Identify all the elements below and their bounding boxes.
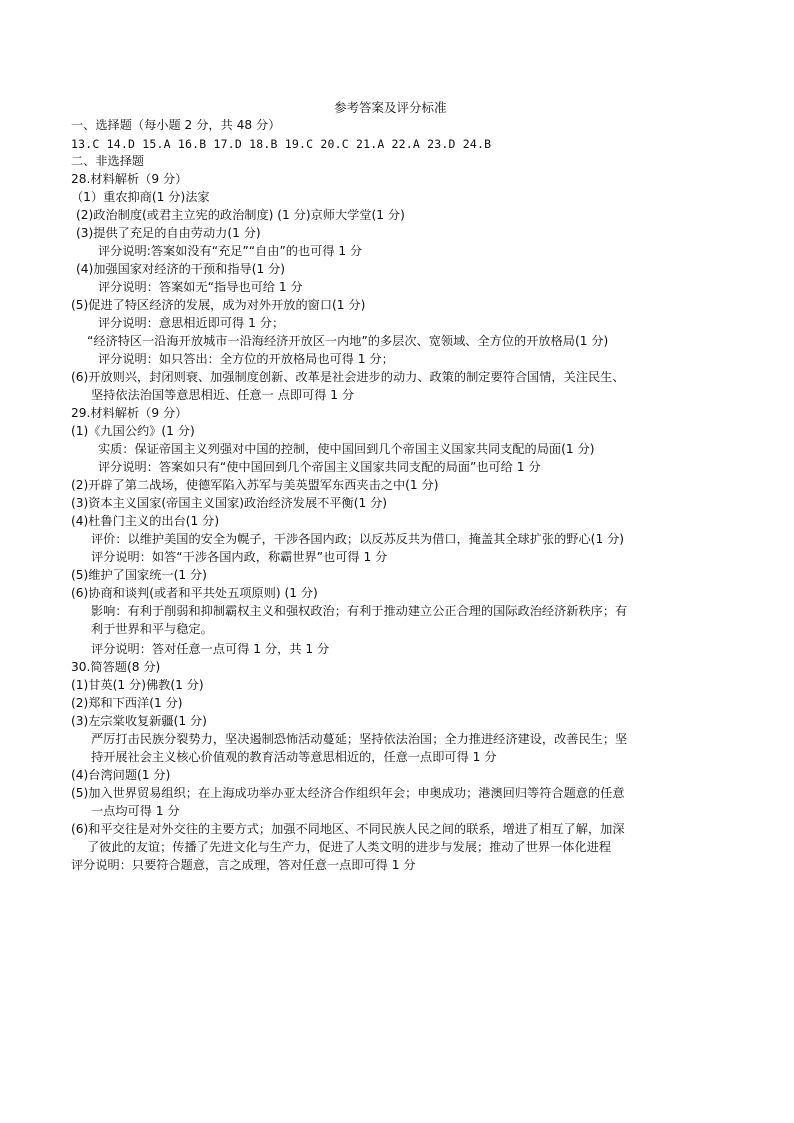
q29-line: (3)资本主义国家(帝国主义国家)政治经济发展不平衡(1 分) — [71, 496, 388, 510]
q30-line: 一点均可得 1 分 — [91, 804, 180, 818]
q29-line: 影响：有利于削弱和抑制霸权主义和强权政治；有利于推动建立公正合理的国际政治经济新秩序；有 — [91, 604, 628, 618]
section-heading-nonchoice: 二、非选择题 — [71, 154, 145, 168]
q29-scoring-note: 评分说明：如答“干涉各国内政，称霸世界”也可得 1 分 — [91, 550, 388, 564]
q28-scoring-note: 评分说明：答案如无“指导也可给 1 分 — [98, 280, 303, 294]
q29-line: (6)协商和谈判(或者和平共处五项原则) (1 分) — [71, 586, 318, 600]
q30-line: 了彼此的友谊；传播了先进文化与生产力，促进了人类文明的进步与发展；推动了世界一体化进程 — [87, 840, 612, 854]
q30-line: (3)左宗棠收复新疆(1 分) — [71, 714, 207, 728]
q30-scoring-note: 评分说明：只要符合题意，言之成理，答对任意一点即可得 1 分 — [71, 858, 416, 872]
q30-line: (4)台湾问题(1 分) — [71, 768, 171, 782]
q30-line: (5)加入世界贸易组织；在上海成功举办亚太经济合作组织年会；申奥成功；港澳回归等符合题意的任意 — [71, 786, 625, 800]
q28-line: (4)加强国家对经济的干预和指导(1 分) — [76, 262, 286, 276]
q30-line: (1)甘英(1 分)佛教(1 分) — [71, 678, 204, 692]
q29-line: (5)维护了国家统一(1 分) — [71, 568, 207, 582]
page-title: 参考答案及评分标准 — [334, 100, 447, 115]
choice-answers: 13.C 14.D 15.A 16.B 17.D 18.B 19.C 20.C 21.A 22.A 23.D 24.B — [71, 137, 492, 151]
q30-line: 持开展社会主义核心价值观的教育活动等意思相近的，任意一点即可得 1 分 — [91, 750, 497, 764]
q29-scoring-note: 评分说明：答对任意一点可得 1 分，共 1 分 — [91, 642, 330, 656]
q28-heading: 28.材料解析（9 分） — [71, 172, 188, 186]
q28-line: “经济特区一沿海开放城市一沿海经济开放区一内地”的多层次、宽领域、全方位的开放格局(1 分) — [87, 334, 609, 348]
q29-line: (4)杜鲁门主义的出台(1 分) — [71, 514, 220, 528]
q29-line: (2)开辟了第二战场，使德军陷入苏军与美英盟军东西夹击之中(1 分) — [71, 478, 439, 492]
q29-heading: 29.材料解析（9 分） — [71, 406, 188, 420]
q30-line: (2)郑和下西洋(1 分) — [71, 696, 183, 710]
q28-scoring-note: 评分说明:答案如没有“充足”“自由”的也可得 1 分 — [98, 244, 363, 258]
q28-line: (5)促进了特区经济的发展，成为对外开放的窗口(1 分) — [71, 298, 366, 312]
q28-line: (3)提供了充足的自由劳动力(1 分) — [76, 226, 261, 240]
q29-line: 利于世界和平与稳定。 — [91, 622, 213, 636]
q30-line: (6)和平交往是对外交往的主要方式；加强不同地区、不同民族人民之间的联系，增进了相互了解，加深 — [71, 822, 625, 836]
q30-heading: 30.简答题(8 分) — [71, 660, 161, 674]
q28-line: (6)开放则兴，封闭则衰、加强制度创新、改革是社会进步的动力、政策的制定要符合国情，关注民生、 — [71, 370, 625, 384]
q28-scoring-note: 评分说明：如只答出：全方位的开放格局也可得 1 分； — [98, 352, 394, 366]
q29-line: 实质：保证帝国主义列强对中国的控制，使中国回到几个帝国主义国家共同支配的局面(1 分) — [98, 442, 595, 456]
q28-line: (2)政治制度(或君主立宪的政治制度) (1 分)京师大学堂(1 分) — [76, 208, 405, 222]
q28-line: （1）重农抑商(1 分)法家 — [71, 190, 210, 204]
q28-line: 坚持依法治国等意思相近、任意一 点即可得 1 分 — [91, 388, 355, 402]
q29-line: 评价：以维护美国的安全为幌子，干涉各国内政；以反苏反共为借口，掩盖其全球扩张的野心(1 分) — [91, 532, 625, 546]
q29-line: (1)《九国公约》(1 分) — [71, 424, 195, 438]
q30-line: 严厉打击民族分裂势力，坚决遏制恐怖活动蔓延；坚持依法治国；全力推进经济建设，改善民生；坚 — [91, 732, 628, 746]
q28-scoring-note: 评分说明：意思相近即可得 1 分； — [98, 316, 285, 330]
section-heading-choice: 一、选择题（每小题 2 分，共 48 分） — [71, 118, 281, 132]
q29-scoring-note: 评分说明：答案如只有“使中国回到几个帝国主义国家共同支配的局面”也可给 1 分 — [98, 460, 541, 474]
